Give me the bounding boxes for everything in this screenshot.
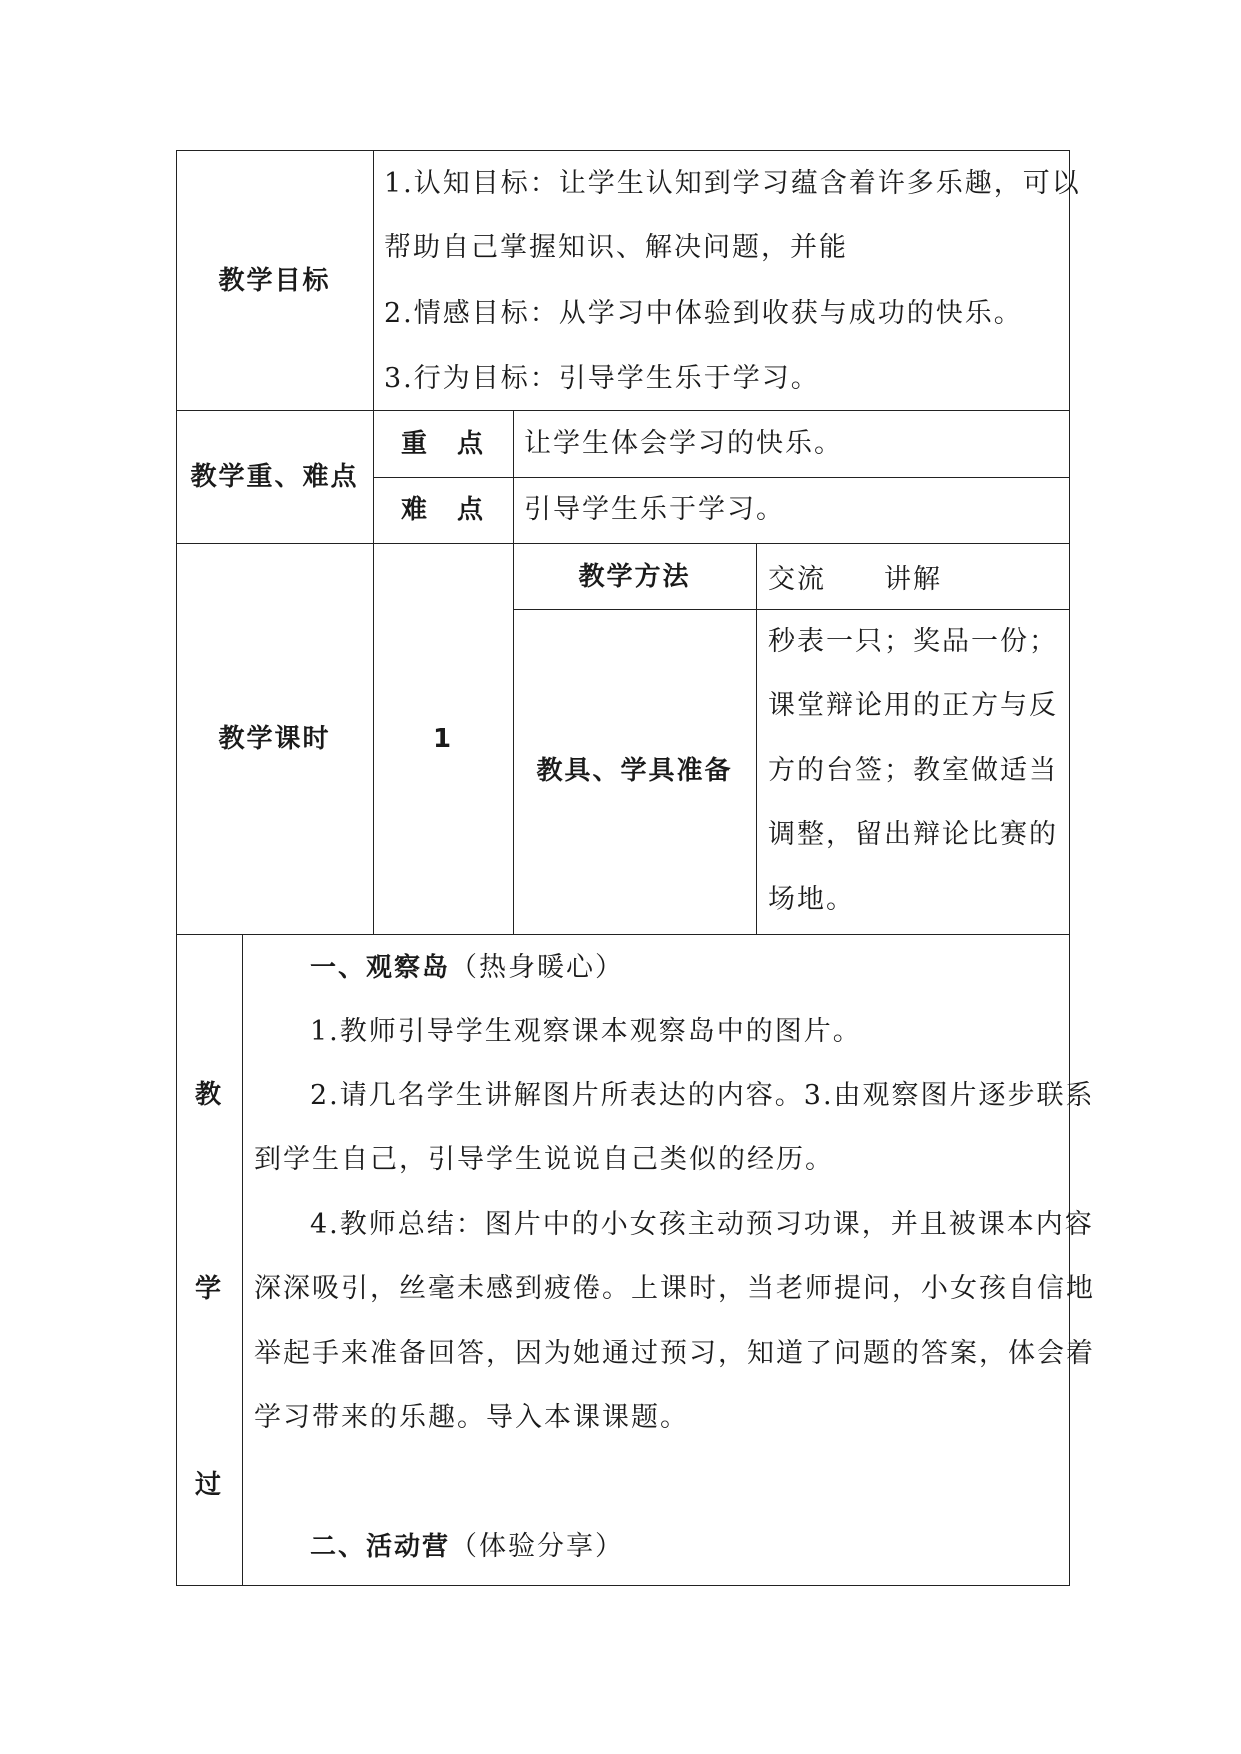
section1-subtitle: （热身暖心） <box>450 952 625 983</box>
tools-line: 秒表一只；奖品一份； <box>768 626 1058 657</box>
row-divider <box>176 934 1070 935</box>
objectives-line: 帮助自己掌握知识、解决问题，并能 <box>384 232 848 263</box>
table-border-left <box>176 150 177 1586</box>
section2-heading <box>310 1530 624 1564</box>
tools-line: 场地。 <box>768 884 855 915</box>
column-divider <box>756 543 757 935</box>
process-line: 深深吸引，丝毫未感到疲倦。上课时，当老师提问，小女孩自信地 <box>254 1273 1095 1304</box>
method-label: 教学方法 <box>578 562 691 592</box>
row-divider <box>176 410 1070 411</box>
column-divider <box>242 934 243 1586</box>
table-border-bottom <box>176 1585 1070 1586</box>
row-divider <box>373 477 1070 478</box>
section1-heading <box>310 951 624 985</box>
key-points-label: 教学重、难点 <box>190 462 359 492</box>
process-line: 4.教师总结：图片中的小女孩主动预习功课，并且被课本内容 <box>310 1209 1094 1240</box>
objectives-label: 教学目标 <box>218 266 331 296</box>
process-side-char: 教 <box>194 1080 223 1110</box>
difficult-point-label: 难 点 <box>400 495 485 525</box>
process-line: 学习带来的乐趣。导入本课课题。 <box>254 1402 689 1433</box>
process-line: 1.教师引导学生观察课本观察岛中的图片。 <box>310 1016 862 1047</box>
row-divider <box>513 609 1070 610</box>
row-divider <box>176 543 1070 544</box>
column-divider <box>513 410 514 935</box>
objectives-line: 3.行为目标：引导学生乐于学习。 <box>384 363 820 394</box>
section1-title: 一、观察岛 <box>310 953 451 983</box>
difficult-point-text: 引导学生乐于学习。 <box>524 494 785 525</box>
process-line: 举起手来准备回答，因为她通过预习，知道了问题的答案，体会着 <box>254 1338 1095 1369</box>
tools-line: 调整，留出辩论比赛的 <box>768 819 1058 850</box>
method-value: 交流 讲解 <box>768 564 942 595</box>
objectives-line: 2.情感目标：从学习中体验到收获与成功的快乐。 <box>384 298 1023 329</box>
tools-line: 课堂辩论用的正方与反 <box>768 690 1058 721</box>
key-point-text: 让学生体会学习的快乐。 <box>524 428 843 459</box>
section2-subtitle: （体验分享） <box>450 1531 625 1562</box>
process-line: 到学生自己，引导学生说说自己类似的经历。 <box>254 1144 834 1175</box>
tools-label: 教具、学具准备 <box>536 756 733 786</box>
process-side-char: 学 <box>194 1274 223 1304</box>
process-side-char: 过 <box>194 1470 223 1500</box>
hours-value: 1 <box>432 724 454 754</box>
objectives-line: 1.认知目标：让学生认知到学习蕴含着许多乐趣，可以 <box>384 168 1081 199</box>
process-line: 2.请几名学生讲解图片所表达的内容。3.由观察图片逐步联系 <box>310 1080 1095 1111</box>
tools-line: 方的台签；教室做适当 <box>768 755 1058 786</box>
table-border-top <box>176 150 1070 151</box>
hours-label: 教学课时 <box>218 724 331 754</box>
column-divider <box>373 150 374 935</box>
key-point-label: 重 点 <box>400 429 485 459</box>
section2-title: 二、活动营 <box>310 1532 451 1562</box>
